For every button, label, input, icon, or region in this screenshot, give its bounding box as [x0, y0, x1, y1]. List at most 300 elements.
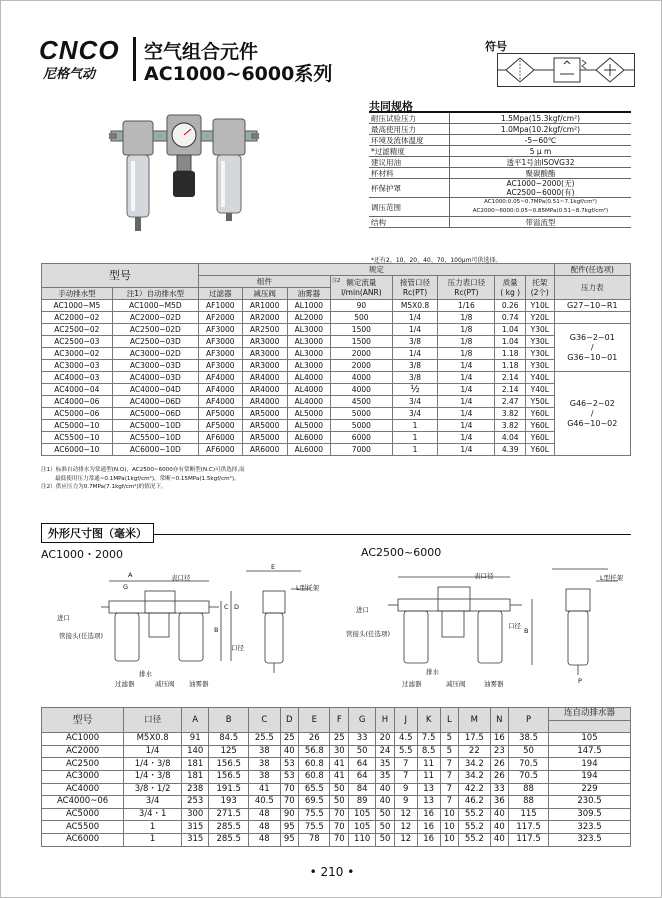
- header-gauge-port-unit: Rc(PT): [454, 287, 479, 297]
- table-row: [42, 733, 631, 746]
- table-row: [42, 300, 631, 312]
- table-cell: 1/8: [438, 324, 495, 336]
- table-cell: 30: [330, 745, 349, 758]
- note-line: 注1）标准自动排水为常通型(N.O)，AC2500~6000亦有常断型(N.C)可供选择,而: [41, 467, 245, 473]
- table-cell: AR4000: [242, 384, 287, 396]
- table-cell: Y60L: [526, 408, 555, 420]
- table-cell: AF3000: [198, 324, 242, 336]
- dim-header: F: [330, 708, 349, 733]
- table-cell: AL4000: [287, 396, 330, 408]
- table-cell: AR5000: [242, 420, 287, 432]
- table-cell: AC5000~06: [42, 408, 113, 420]
- table-cell: AF6000: [198, 432, 242, 444]
- table-cell: 60.8: [299, 758, 330, 771]
- table-cell: 3/4・1: [124, 808, 182, 821]
- table-cell: AF4000: [198, 396, 242, 408]
- table-cell: 70.5: [509, 770, 549, 783]
- gauge-cell: [554, 300, 630, 312]
- table-cell: AC5000~06D: [112, 408, 198, 420]
- table-cell: 6000: [331, 432, 392, 444]
- spec-value-line: AC2500~6000(有): [506, 188, 575, 197]
- header-lubricator: 油雾器: [287, 288, 330, 300]
- table-cell: AC4000~03D: [112, 372, 198, 384]
- label-drain: 排水: [426, 668, 439, 676]
- table-cell: 1/4: [438, 432, 495, 444]
- table-cell: 12: [394, 833, 417, 846]
- table-cell: 22: [459, 745, 490, 758]
- table-cell: 1/4: [124, 745, 182, 758]
- table-cell: Y10L: [526, 300, 555, 312]
- table-cell: 40: [490, 808, 509, 821]
- spec-value: [450, 198, 632, 217]
- table-cell: Y20L: [526, 312, 555, 324]
- table-cell: 105: [349, 808, 376, 821]
- header-port-label: 接管口径: [400, 277, 430, 287]
- table-cell: 95: [280, 821, 299, 834]
- table-cell: 78: [299, 833, 330, 846]
- table-cell: 95: [280, 833, 299, 846]
- gauge-cell: [554, 372, 630, 456]
- table-cell: 4500: [331, 396, 392, 408]
- table-cell: 42.2: [459, 783, 490, 796]
- table-cell: AC4000~04: [42, 384, 113, 396]
- table-cell: AF4000: [198, 384, 242, 396]
- table-cell: 1/4: [438, 408, 495, 420]
- table-cell: AR3000: [242, 336, 287, 348]
- table-cell: 181: [182, 770, 209, 783]
- dim-header: 型号: [42, 708, 124, 733]
- table-cell: 40: [490, 833, 509, 846]
- table-cell: AL5000: [287, 420, 330, 432]
- header-weight-unit: ( kg ): [500, 287, 521, 297]
- gauge-model: G46~2~02: [569, 398, 615, 408]
- table-cell: AL5000: [287, 408, 330, 420]
- table-cell: 323.5: [549, 821, 631, 834]
- label-lubricator: 油雾器: [189, 680, 209, 688]
- header-auto-drain: 注1）自动排水型: [112, 288, 198, 300]
- spec-value: 聚碳酸酯: [450, 168, 632, 179]
- table-cell: 50: [330, 796, 349, 809]
- table-cell: 70: [330, 821, 349, 834]
- table-cell: Y40L: [526, 384, 555, 396]
- table-cell: 1500: [331, 324, 392, 336]
- table-row: [42, 324, 631, 336]
- dim-header: D: [280, 708, 299, 733]
- table-cell: 40: [376, 796, 395, 809]
- table-cell: 50: [330, 783, 349, 796]
- table-cell: AR1000: [242, 300, 287, 312]
- table-row: [42, 770, 631, 783]
- table-cell: 1/4: [438, 384, 495, 396]
- table-cell: 2000: [331, 360, 392, 372]
- table-cell: 7: [394, 758, 417, 771]
- table-cell: 140: [182, 745, 209, 758]
- table-cell: AF3000: [198, 336, 242, 348]
- table-cell: 64: [349, 758, 376, 771]
- dimensions-title: 外形尺寸图（毫米）: [41, 523, 154, 543]
- table-cell: 1: [124, 821, 182, 834]
- table-cell: AF3000: [198, 348, 242, 360]
- table-row: [42, 312, 631, 324]
- header-port-unit: Rc(PT): [402, 287, 428, 297]
- header-gauge: 压力表: [554, 276, 630, 300]
- header-weight-label: 质量: [502, 277, 518, 287]
- table-cell: AL3000: [287, 360, 330, 372]
- gauge-model: /: [590, 408, 594, 418]
- table-cell: 88: [509, 796, 549, 809]
- table-cell: AC3000~03: [42, 360, 113, 372]
- table-row: [42, 372, 631, 384]
- table-cell: 1/4: [438, 372, 495, 384]
- dim-letter: B: [214, 626, 219, 634]
- table-cell: 0.74: [495, 312, 526, 324]
- note-line: 注2）供应压力为0.7MPa(7.1kgf/cm²)的情况下。: [41, 484, 167, 490]
- table-cell: 3.82: [495, 420, 526, 432]
- table-cell: 16: [417, 808, 440, 821]
- dim-header: E: [299, 708, 330, 733]
- drawing-title-large: AC2500~6000: [361, 546, 442, 559]
- table-cell: AR5000: [242, 432, 287, 444]
- table-cell: AR2500: [242, 324, 287, 336]
- table-cell: 3.82: [495, 408, 526, 420]
- table-cell: 2000: [331, 348, 392, 360]
- table-cell: 156.5: [209, 758, 249, 771]
- table-cell: AF1000: [198, 300, 242, 312]
- table-cell: 1/4: [392, 312, 438, 324]
- table-cell: 35: [376, 758, 395, 771]
- table-cell: 70: [330, 808, 349, 821]
- table-cell: 1.04: [495, 324, 526, 336]
- table-cell: 70: [280, 783, 299, 796]
- table-cell: 89: [349, 796, 376, 809]
- table-cell: 309.5: [549, 808, 631, 821]
- table-row: [42, 396, 631, 408]
- table-cell: 4.39: [495, 444, 526, 456]
- table-cell: 10: [440, 808, 459, 821]
- table-cell: 17.5: [459, 733, 490, 746]
- table-cell: AC6000~10D: [112, 444, 198, 456]
- spec-row: [369, 146, 631, 157]
- table-cell: 191.5: [209, 783, 249, 796]
- table-cell: 1: [392, 420, 438, 432]
- table-cell: 5000: [331, 408, 392, 420]
- table-cell: AL2000: [287, 312, 330, 324]
- table-cell: 4000: [331, 372, 392, 384]
- dim-header: A: [182, 708, 209, 733]
- header-flow: [331, 276, 392, 300]
- table-cell: 3/8: [392, 372, 438, 384]
- table-row: [42, 444, 631, 456]
- table-cell: 50: [376, 833, 395, 846]
- table-cell: 3/8: [392, 360, 438, 372]
- spec-row: [369, 179, 631, 198]
- table-cell: 8.5: [417, 745, 440, 758]
- table-cell: AC1000~M5: [42, 300, 113, 312]
- table-cell: ½: [392, 384, 438, 396]
- header-manual-drain: 手动排水型: [42, 288, 113, 300]
- table-cell: 1: [124, 833, 182, 846]
- drawing-ac2500-6000: [346, 561, 646, 691]
- spec-title: 共同规格: [369, 100, 413, 113]
- table-cell: 194: [549, 758, 631, 771]
- spec-value-line: AC1000:0.05~0.7MPa(0.51~7.1kgf/cm²): [484, 199, 597, 205]
- spec-row: [369, 157, 631, 168]
- spec-key: *过滤精度: [369, 146, 450, 157]
- table-notes: [41, 466, 245, 492]
- table-cell: 2.47: [495, 396, 526, 408]
- table-cell: 75.5: [299, 821, 330, 834]
- spec-row: [369, 198, 631, 217]
- table-cell: 65.5: [299, 783, 330, 796]
- gauge-cell: [554, 324, 630, 372]
- drawing-ac1000-2000: [41, 561, 341, 691]
- table-cell: 90: [331, 300, 392, 312]
- dim-header-row: [42, 708, 631, 721]
- spec-value: 1.0Mpa(10.2kgf/cm²): [450, 124, 632, 135]
- table-cell: 1/4: [438, 396, 495, 408]
- table-cell: 1/4: [438, 444, 495, 456]
- table-cell: Y50L: [526, 396, 555, 408]
- table-cell: 7: [440, 758, 459, 771]
- table-cell: AC5000~10: [42, 420, 113, 432]
- header-port: [392, 276, 438, 300]
- table-cell: AL4000: [287, 372, 330, 384]
- header-model: 型号: [42, 264, 199, 288]
- spec-value: -5~60℃: [450, 135, 632, 146]
- spec-key: 最高使用压力: [369, 124, 450, 135]
- table-cell: 24: [376, 745, 395, 758]
- table-row: [42, 758, 631, 771]
- table-cell: 238: [182, 783, 209, 796]
- spec-key: 杯保护罩: [369, 179, 450, 198]
- table-cell: 34.2: [459, 758, 490, 771]
- table-cell: AC5000: [42, 808, 124, 821]
- table-cell: 40.5: [249, 796, 280, 809]
- label-port: 口径: [508, 622, 521, 630]
- table-row: [42, 783, 631, 796]
- gauge-model: G36~10~01: [567, 352, 618, 362]
- brand-logo: CNCO: [39, 35, 120, 65]
- spec-note: *还有2、10、20、40、70、100μm可供选择。: [371, 257, 502, 264]
- table-cell: AC4000: [42, 783, 124, 796]
- table-cell: AL6000: [287, 444, 330, 456]
- table-cell: 3/4: [124, 796, 182, 809]
- dim-letter: G: [123, 583, 129, 591]
- table-cell: AR4000: [242, 372, 287, 384]
- table-cell: 53: [280, 758, 299, 771]
- table-cell: 323.5: [549, 833, 631, 846]
- header-bracket: [526, 276, 555, 300]
- table-cell: 1.04: [495, 336, 526, 348]
- table-cell: 55.2: [459, 808, 490, 821]
- table-row: [42, 348, 631, 360]
- table-cell: 105: [349, 821, 376, 834]
- table-cell: 55.2: [459, 833, 490, 846]
- label-lubricator: 油雾器: [484, 680, 504, 688]
- label-gauge-port: 表口径: [474, 572, 494, 580]
- table-cell: 3/4: [392, 408, 438, 420]
- table-row: [42, 796, 631, 809]
- table-cell: 38.5: [509, 733, 549, 746]
- dim-header-auto-drain: 连自动排水器: [549, 708, 631, 721]
- spec-key: 结构: [369, 217, 450, 228]
- spec-value-line: AC1000~2000(无): [506, 179, 575, 188]
- table-cell: 88: [509, 783, 549, 796]
- table-cell: 40: [280, 745, 299, 758]
- label-port: 口径: [231, 644, 244, 652]
- spec-value-line: AC2000~6000:0.05~0.85MPa(0.51~8.7kgf/cm²): [472, 208, 609, 214]
- spec-row: [369, 217, 631, 228]
- dim-header: C: [249, 708, 280, 733]
- header-accessory: 配件(任选项): [554, 264, 630, 276]
- label-pipe-fitting: 管接头(任选项): [59, 632, 104, 640]
- table-cell: 3/8: [392, 336, 438, 348]
- table-cell: 50: [376, 821, 395, 834]
- table-cell: AF5000: [198, 408, 242, 420]
- table-cell: 1.18: [495, 348, 526, 360]
- pneumatic-symbol: [497, 53, 635, 87]
- table-cell: 33: [490, 783, 509, 796]
- table-cell: AC6000~10: [42, 444, 113, 456]
- table-cell: 34.2: [459, 770, 490, 783]
- table-cell: 125: [209, 745, 249, 758]
- dim-letter: E: [271, 563, 276, 571]
- table-cell: 20: [376, 733, 395, 746]
- table-cell: 1/16: [438, 300, 495, 312]
- header-spec: 规定: [198, 264, 554, 276]
- air-combination-unit-icon: [109, 111, 259, 241]
- table-cell: 33: [349, 733, 376, 746]
- label-filter: 过滤器: [115, 680, 135, 688]
- table-cell: 84: [349, 783, 376, 796]
- gauge-model: /: [590, 342, 594, 352]
- table-cell: AR6000: [242, 444, 287, 456]
- table-cell: 26: [490, 758, 509, 771]
- table-cell: 156.5: [209, 770, 249, 783]
- table-cell: 1: [392, 444, 438, 456]
- table-cell: 7: [440, 783, 459, 796]
- table-row: [42, 833, 631, 846]
- header-flow-unit: l/min(ANR): [341, 287, 382, 297]
- table-cell: 55.2: [459, 821, 490, 834]
- table-cell: AC3000~02: [42, 348, 113, 360]
- table-cell: 38: [249, 745, 280, 758]
- table-cell: 50: [509, 745, 549, 758]
- label-bracket: L型托架: [600, 574, 624, 582]
- table-cell: 70: [330, 833, 349, 846]
- table-cell: 0.26: [495, 300, 526, 312]
- symbol-label: 符号: [485, 40, 507, 53]
- table-cell: 4000: [331, 384, 392, 396]
- table-cell: 26: [490, 770, 509, 783]
- spec-key: 建议用油: [369, 157, 450, 168]
- spec-row: [369, 112, 631, 124]
- table-cell: 1/8: [438, 312, 495, 324]
- table-cell: 7.5: [417, 733, 440, 746]
- table-cell: 1/4: [392, 324, 438, 336]
- table-cell: AC4000~04D: [112, 384, 198, 396]
- table-cell: 300: [182, 808, 209, 821]
- table-row: [42, 432, 631, 444]
- table-cell: 11: [417, 770, 440, 783]
- model-table: [41, 263, 631, 456]
- header-regulator: 减压阀: [242, 288, 287, 300]
- page-number: • 210 •: [309, 865, 355, 879]
- table-cell: 70.5: [509, 758, 549, 771]
- table-cell: AL3000: [287, 336, 330, 348]
- label-inlet: 进口: [356, 606, 369, 614]
- symbol-icon: [498, 54, 634, 86]
- dim-header: K: [417, 708, 440, 733]
- dim-header-q: [549, 720, 631, 733]
- table-cell: AC5500~10: [42, 432, 113, 444]
- product-image: [109, 111, 259, 231]
- page-subtitle: AC1000~6000系列: [144, 63, 333, 85]
- table-cell: AC2500~03: [42, 336, 113, 348]
- table-cell: 60.8: [299, 770, 330, 783]
- table-cell: 50: [376, 808, 395, 821]
- header-bracket-label: 托架: [532, 277, 548, 287]
- dim-header: B: [209, 708, 249, 733]
- table-cell: 271.5: [209, 808, 249, 821]
- table-cell: AC3000~03D: [112, 360, 198, 372]
- table-cell: 25: [330, 733, 349, 746]
- note-line: 最低使用压力常通~0.1MPa(1kgf/cm²)，常断~0.15MPa(1.5kgf/cm²)。: [55, 475, 240, 482]
- table-cell: 46.2: [459, 796, 490, 809]
- table-cell: Y40L: [526, 372, 555, 384]
- table-cell: 13: [417, 796, 440, 809]
- dim-header: P: [509, 708, 549, 733]
- table-cell: 253: [182, 796, 209, 809]
- table-cell: 1/4・3/8: [124, 758, 182, 771]
- table-cell: 38: [249, 770, 280, 783]
- table-cell: Y60L: [526, 444, 555, 456]
- table-cell: 1/4・3/8: [124, 770, 182, 783]
- label-bracket: L型托架: [296, 584, 320, 592]
- table-cell: AF4000: [198, 372, 242, 384]
- table-cell: 115: [509, 808, 549, 821]
- table-cell: 1/4: [392, 348, 438, 360]
- spec-row: [369, 124, 631, 135]
- table-cell: 12: [394, 808, 417, 821]
- table-cell: 1500: [331, 336, 392, 348]
- table-row: [42, 821, 631, 834]
- dim-letter: D: [234, 603, 240, 611]
- label-drain: 排水: [139, 670, 152, 678]
- table-cell: 48: [249, 808, 280, 821]
- dim-header: M: [459, 708, 490, 733]
- page-title: 空气组合元件: [144, 41, 259, 63]
- header-flow-label: 额定流量: [346, 277, 377, 287]
- table-cell: 48: [249, 821, 280, 834]
- table-row: [42, 384, 631, 396]
- table-cell: Y30L: [526, 324, 555, 336]
- table-cell: 7: [440, 770, 459, 783]
- spec-value: 透平1号油ISOVG32: [450, 157, 632, 168]
- label-regulator: 减压阀: [155, 680, 175, 688]
- table-cell: 75.5: [299, 808, 330, 821]
- table-cell: 38: [249, 758, 280, 771]
- table-row: [42, 420, 631, 432]
- table-cell: 7: [440, 796, 459, 809]
- dim-letter: B: [524, 627, 529, 635]
- table-cell: AC2000~02D: [112, 312, 198, 324]
- table-cell: 117.5: [509, 821, 549, 834]
- table-cell: 53: [280, 770, 299, 783]
- table-cell: AR3000: [242, 360, 287, 372]
- table-cell: 23: [490, 745, 509, 758]
- table-cell: AC4000~06D: [112, 396, 198, 408]
